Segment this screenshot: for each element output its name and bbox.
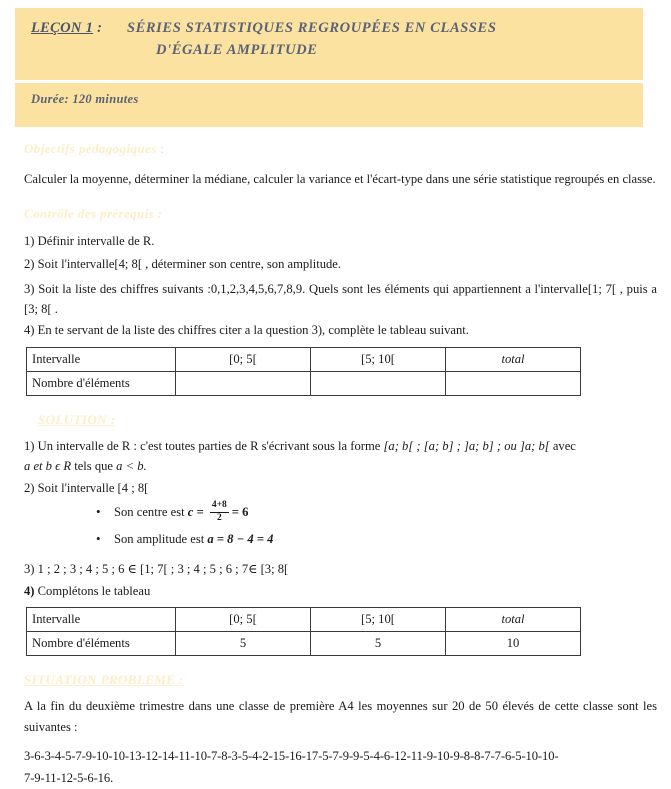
table-cell-interval-2: [5; 10[ [311,347,446,371]
solution-bullet-center [96,502,657,524]
table-cell-count-total: 10 [446,631,581,655]
table-cell-row-label: Nombre d'éléments [27,631,176,655]
table-cell-total-header: total [446,607,581,631]
situation-data-line-1: 3-6-3-4-5-7-9-10-10-13-12-14-11-10-7-8-3-5-4-2-15-16-17-5-7-9-9-5-4-6-12-11-9-10-9-8-8-7-7-6-5-10-10- [24,748,559,763]
fraction-center [210,501,229,523]
solution-item-4-text: Complétons le tableau [34,583,151,598]
solution-item-1-line2-math: a et b ϵ R [24,458,72,473]
solution-item-1-line2-text: tels que [71,458,117,473]
table-cell-count-1: 5 [176,631,311,655]
solution-item-1-math: [a; b[ ; [a; b] ; ]a; b] ; ou ]a; b[ [383,438,550,453]
lesson-title-text: SÉRIES STATISTIQUES REGROUPÉES EN CLASSES [126,20,497,36]
table-cell-interval-1: [0; 5[ [176,607,311,631]
prerequisite-item-4: 4) En te servant de la liste des chiffres citer a la question 3), complète le tableau suivant. [24,323,469,338]
document-body [24,141,657,788]
solution-bullet-amplitude [96,529,657,550]
objectives-paragraph: Calculer la moyenne, déterminer la médiane, calculer la variance et l'écart-type dans une série statistique regroupés en classe. [24,172,656,187]
solution-table [26,607,581,656]
bullet-center-result: = 6 [231,505,249,519]
solution-item-1-text: 1) Un intervalle de R : c'est toutes parties de R s'écrivant sous la forme [24,438,384,453]
table-cell-count-2 [311,371,446,395]
table-cell-count-total [446,371,581,395]
prerequisite-table [26,347,581,396]
table-cell-count-2: 5 [311,631,446,655]
lesson-title-band [15,8,643,80]
table-row [27,347,581,371]
fraction-denominator: 2 [216,512,222,523]
solution-item-3: 3) 1 ; 2 ; 3 ; 4 ; 5 ; 6 ∈ [1; 7[ ; 3 ; 4 ; 5 ; 6 ; 7∈ [3; 8[ [24,561,289,576]
bullet-amplitude-label: Son amplitude est [114,532,208,547]
prerequisite-item-1: 1) Définir intervalle de R. [24,233,155,248]
table-row [27,371,581,395]
section-heading-prerequisites: Contrôle des prérequis : [24,205,163,221]
solution-item-2: 2) Soit l'intervalle [4 ; 8[ [24,480,149,495]
bullet-center-var: c = [187,505,207,519]
solution-item-1-line2-math2: a < b. [116,458,147,473]
table-cell-row-label: Intervalle [27,347,176,371]
prerequisite-item-2: 2) Soit l'intervalle[4; 8[ , déterminer son centre, son amplitude. [24,257,342,272]
lesson-number-label: LEÇON 1 [31,20,94,36]
objectives-heading-colon: : [156,141,165,157]
lesson-title-line-2: D'ÉGALE AMPLITUDE [156,42,318,59]
lesson-title-line-1 [15,18,643,39]
lesson-colon: : [97,20,102,36]
table-row [27,607,581,631]
situation-data-line-2: 7-9-11-12-5-6-16. [24,770,114,785]
fraction-numerator: 4+8 [210,501,229,513]
section-heading-objectives [24,141,657,157]
objectives-heading-text: Objectifs pédagogiques [24,141,157,157]
section-heading-situation: SITUATION PROBLEME : [24,671,184,687]
solution-item-1-suffix: avec [549,438,576,453]
table-cell-total-header: total [446,347,581,371]
solution-item-1 [24,436,657,456]
lesson-banner [15,8,643,127]
bullet-center-label: Son centre est [114,505,188,519]
solution-item-4-number: 4) [24,583,35,598]
table-cell-count-1 [176,371,311,395]
section-heading-solution: SOLUTION : [38,411,116,427]
solution-item-4 [24,581,657,601]
prerequisite-item-3: 3) Soit la liste des chiffres suivants :0,1,2,3,4,5,6,7,8,9. Quels sont les éléments qui appartiennent a l'intervalle[1; 7[ , puis a [3; 8[ . [24,281,657,316]
solution-item-1-line2 [24,456,657,476]
situation-intro: A la fin du deuxième trimestre dans une classe de première A4 les moyennes sur 20 de 50 élevés de cette classe sont les suivantes : [24,698,657,735]
solution-bullet-list [24,502,657,551]
bullet-amplitude-math: a = 8 − 4 = 4 [207,532,274,547]
table-cell-interval-1: [0; 5[ [176,347,311,371]
table-cell-row-label: Nombre d'éléments [27,371,176,395]
table-row [27,631,581,655]
table-cell-row-label: Intervalle [27,607,176,631]
table-cell-interval-2: [5; 10[ [311,607,446,631]
lesson-duration: Durée: 120 minutes [15,83,643,127]
